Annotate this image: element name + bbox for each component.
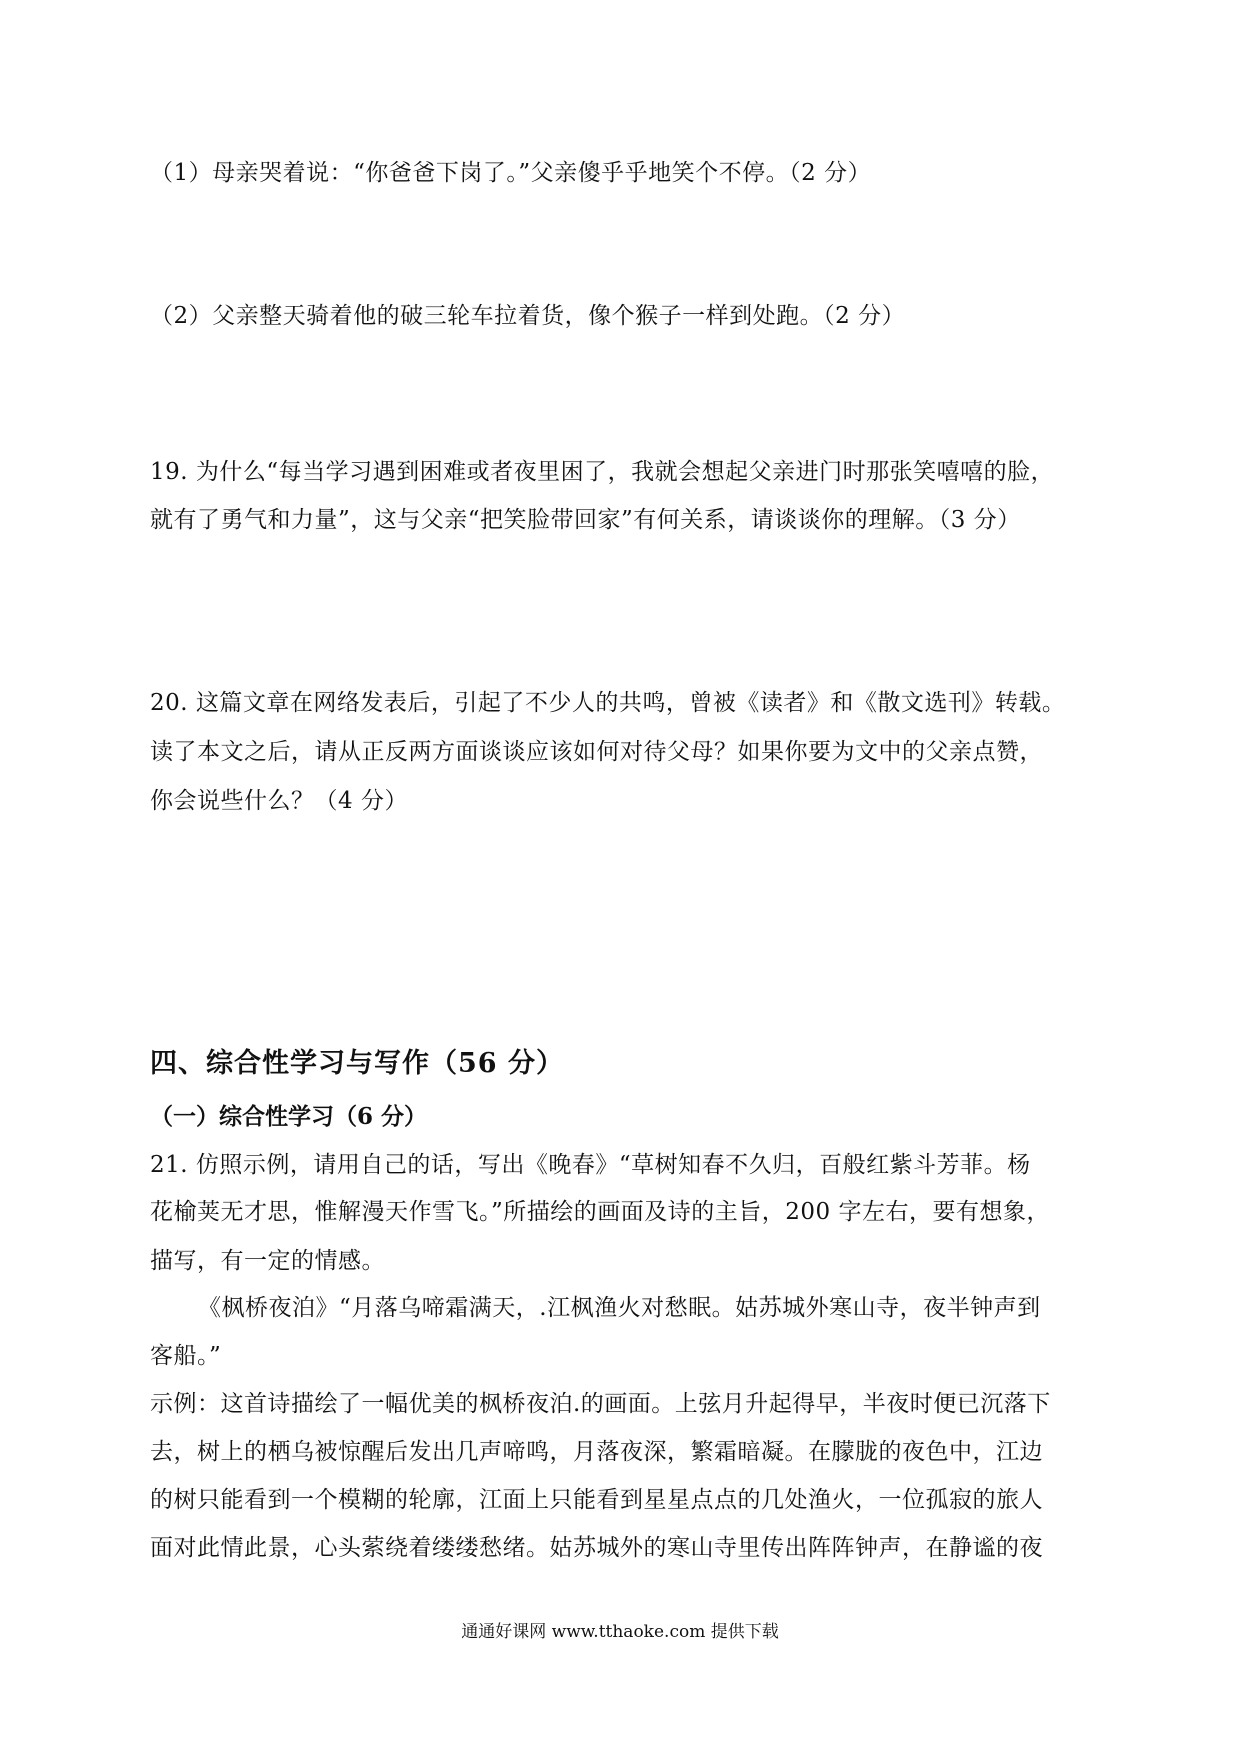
question-20-line-1: 20. 这篇文章在网络发表后，引起了不少人的共鸣，曾被《读者》和《散文选刊》转载。: [150, 690, 1066, 716]
question-19-line-1: 19. 为什么“每当学习遇到困难或者夜里困了，我就会想起父亲进门时那张笑嘻嘻的脸，: [150, 459, 1055, 485]
section-subheading: （一）综合性学习（6 分）: [150, 1103, 428, 1130]
example-line-4: 面对此情此景，心头萦绕着缕缕愁绪。姑苏城外的寒山寺里传出阵阵钟声，在静谧的夜: [150, 1535, 1043, 1561]
question-18-2: （2）父亲整天骑着他的破三轮车拉着货，像个猴子一样到处跑。（2 分）: [150, 303, 906, 329]
example-line-1: 示例：这首诗描绘了一幅优美的枫桥夜泊.的画面。上弦月升起得早，半夜时便已沉落下: [150, 1391, 1051, 1417]
example-line-3: 的树只能看到一个模糊的轮廓，江面上只能看到星星点点的几处渔火，一位孤寂的旅人: [150, 1487, 1043, 1513]
question-19-line-2: 就有了勇气和力量”，这与父亲“把笑脸带回家”有何关系，请谈谈你的理解。（3 分）: [150, 507, 1021, 533]
poem-line-2: 客船。”: [150, 1343, 222, 1369]
question-21-line-1: 21. 仿照示例，请用自己的话，写出《晚春》“草树知春不久归，百般红紫斗芳菲。杨: [150, 1152, 1031, 1178]
section-heading: 四、综合性学习与写作（56 分）: [150, 1048, 564, 1079]
poem-line-1: 《枫桥夜泊》“月落乌啼霜满天，.江枫渔火对愁眠。姑苏城外寒山寺，夜半钟声到: [198, 1295, 1041, 1321]
question-18-1: （1）母亲哭着说：“你爸爸下岗了。”父亲傻乎乎地笑个不停。（2 分）: [150, 160, 872, 186]
question-20-line-2: 读了本文之后，请从正反两方面谈谈应该如何对待父母？如果你要为文中的父亲点赞，: [150, 739, 1043, 765]
question-20-line-3: 你会说些什么？（4 分）: [150, 788, 408, 814]
example-line-2: 去，树上的栖乌被惊醒后发出几声啼鸣，月落夜深，繁霜暗凝。在朦胧的夜色中，江边: [150, 1439, 1043, 1465]
question-21-line-2: 花榆荚无才思，惟解漫天作雪飞。”所描绘的画面及诗的主旨，200 字左右，要有想象，: [150, 1199, 1050, 1225]
question-21-line-3: 描写，有一定的情感。: [150, 1248, 385, 1274]
page-footer: 通通好课网 www.tthaoke.com 提供下载: [461, 1622, 779, 1642]
